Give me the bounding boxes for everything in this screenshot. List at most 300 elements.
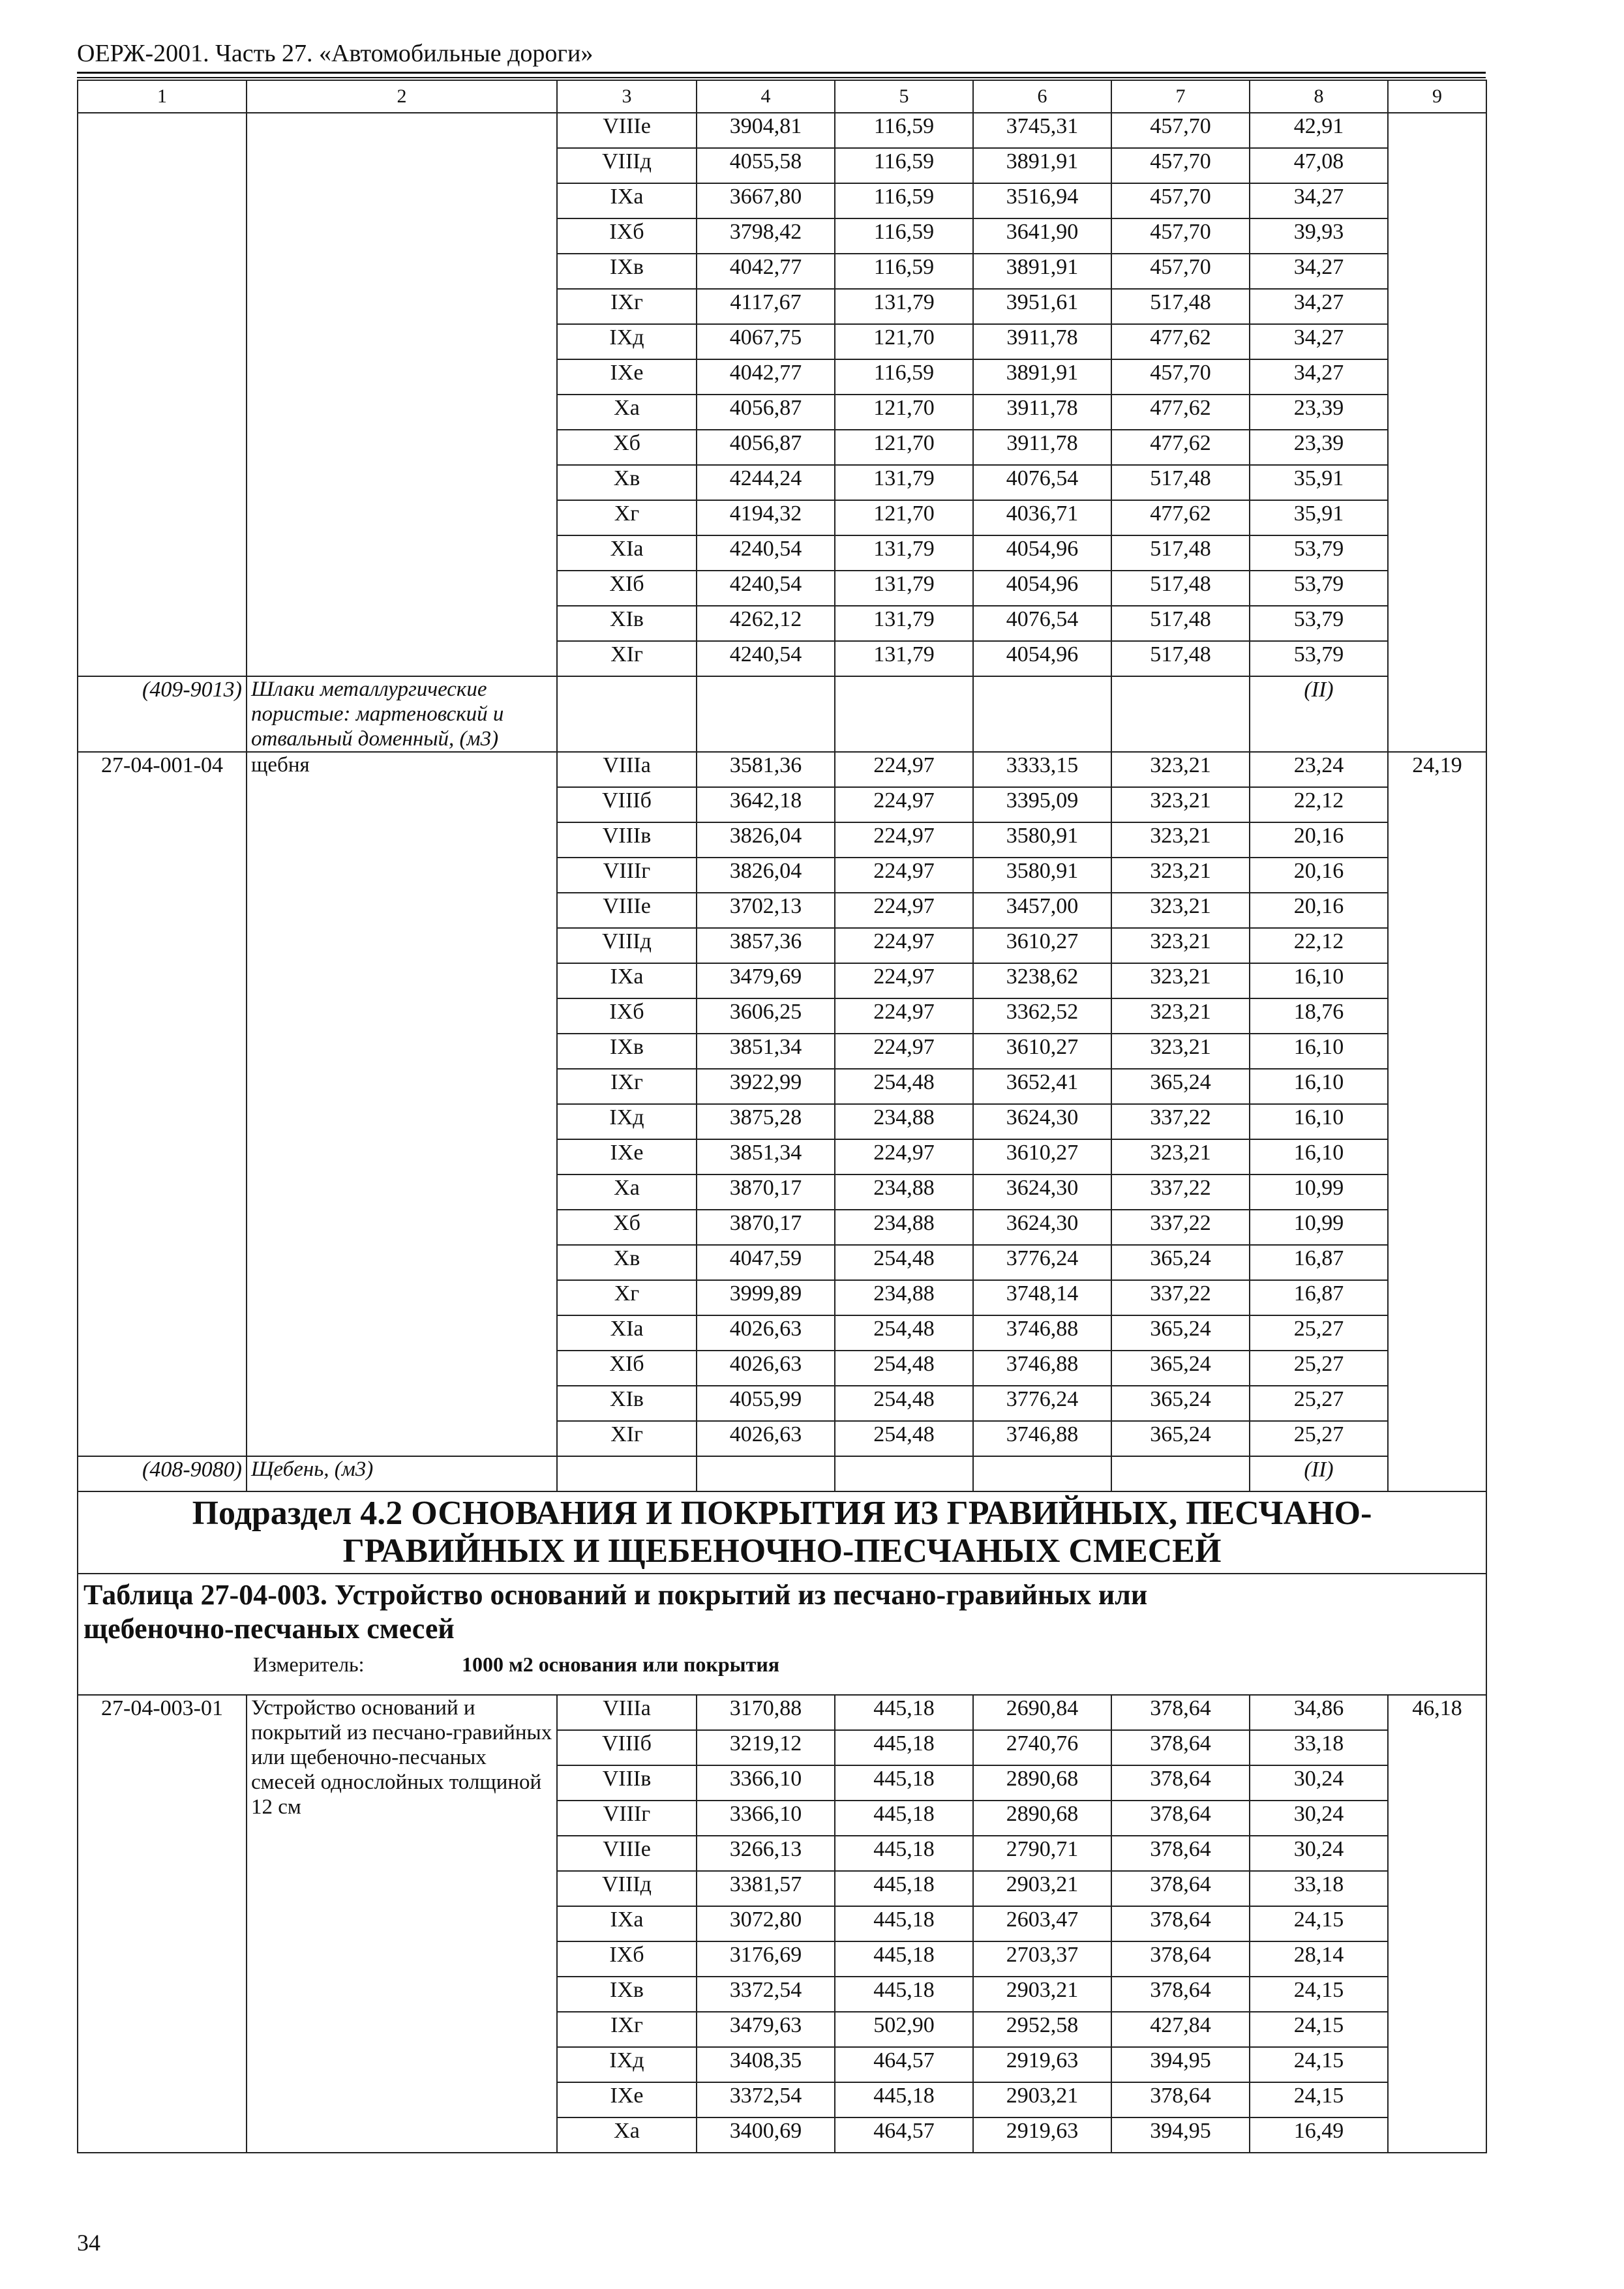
- value-cell: 53,79: [1250, 571, 1388, 606]
- table-title: [78, 1574, 1486, 1695]
- zone-code: VIIIв: [557, 1765, 697, 1801]
- table-body: [78, 80, 1486, 2153]
- value-cell: 3400,69: [697, 2117, 835, 2153]
- header-rule: [77, 72, 1486, 74]
- value-cell: 4036,71: [973, 500, 1111, 535]
- value-cell: 20,16: [1250, 893, 1388, 928]
- zone-code: XIб: [557, 571, 697, 606]
- value-cell: 3748,14: [973, 1280, 1111, 1315]
- value-cell: 224,97: [835, 1139, 973, 1174]
- zone-code: VIIIд: [557, 148, 697, 183]
- value-cell: 323,21: [1111, 752, 1250, 787]
- column-number-row: [78, 80, 1486, 113]
- value-cell: 34,27: [1250, 324, 1388, 359]
- subsection-row: [78, 1491, 1486, 1574]
- value-cell: 22,12: [1250, 928, 1388, 963]
- zone-code: IXв: [557, 1977, 697, 2012]
- value-cell: 4076,54: [973, 465, 1111, 500]
- value-cell: 121,70: [835, 324, 973, 359]
- value-cell: 4244,24: [697, 465, 835, 500]
- zone-code: IXг: [557, 1069, 697, 1104]
- resource-name: Шлаки металлургические пористые: мартеновский и отвальный доменный, (м3): [247, 676, 557, 752]
- zone-code: Xа: [557, 395, 697, 430]
- value-cell: 502,90: [835, 2012, 973, 2047]
- value-cell: 3746,88: [973, 1421, 1111, 1456]
- value-cell: 254,48: [835, 1315, 973, 1351]
- measure-line: [83, 1653, 1481, 1676]
- value-cell: 323,21: [1111, 893, 1250, 928]
- labor-cost: 46,18: [1388, 1695, 1486, 2153]
- value-cell: 445,18: [835, 1765, 973, 1801]
- value-cell: 131,79: [835, 571, 973, 606]
- value-cell: 234,88: [835, 1104, 973, 1139]
- value-cell: 323,21: [1111, 963, 1250, 998]
- value-cell: 3219,12: [697, 1730, 835, 1765]
- zone-code: VIIIе: [557, 113, 697, 148]
- zone-code: VIIIб: [557, 787, 697, 822]
- value-cell: 4055,99: [697, 1386, 835, 1421]
- value-cell: 323,21: [1111, 1034, 1250, 1069]
- value-cell: 224,97: [835, 752, 973, 787]
- value-cell: 3072,80: [697, 1906, 835, 1941]
- value-cell: 4240,54: [697, 535, 835, 571]
- value-cell: 457,70: [1111, 148, 1250, 183]
- empty-cell: [697, 1456, 835, 1491]
- value-cell: 457,70: [1111, 254, 1250, 289]
- value-cell: 254,48: [835, 1245, 973, 1280]
- subsection-title-line: ГРАВИЙНЫХ И ЩЕБЕНОЧНО-ПЕСЧАНЫХ СМЕСЕЙ: [342, 1533, 1222, 1570]
- zone-code: XIа: [557, 535, 697, 571]
- value-cell: 3642,18: [697, 787, 835, 822]
- value-cell: 457,70: [1111, 113, 1250, 148]
- value-cell: 4194,32: [697, 500, 835, 535]
- value-cell: 457,70: [1111, 218, 1250, 254]
- value-cell: 42,91: [1250, 113, 1388, 148]
- value-cell: 2740,76: [973, 1730, 1111, 1765]
- value-cell: 2890,68: [973, 1801, 1111, 1836]
- value-cell: 3667,80: [697, 183, 835, 218]
- zone-code: Xб: [557, 1210, 697, 1245]
- column-number: 3: [557, 80, 697, 113]
- value-cell: 378,64: [1111, 1977, 1250, 2012]
- zone-code: IXе: [557, 2082, 697, 2117]
- column-number: 6: [973, 80, 1111, 113]
- value-cell: 445,18: [835, 1730, 973, 1765]
- value-cell: 18,76: [1250, 998, 1388, 1034]
- work-name: щебня: [247, 752, 557, 1456]
- value-cell: 234,88: [835, 1174, 973, 1210]
- value-cell: 323,21: [1111, 858, 1250, 893]
- value-cell: 337,22: [1111, 1104, 1250, 1139]
- value-cell: 131,79: [835, 641, 973, 676]
- value-cell: 4047,59: [697, 1245, 835, 1280]
- value-cell: 254,48: [835, 1386, 973, 1421]
- value-cell: 445,18: [835, 1695, 973, 1730]
- value-cell: 3826,04: [697, 858, 835, 893]
- value-cell: 4076,54: [973, 606, 1111, 641]
- zone-code: XIв: [557, 1386, 697, 1421]
- value-cell: 3624,30: [973, 1174, 1111, 1210]
- empty-cell: [1111, 1456, 1250, 1491]
- value-cell: 3408,35: [697, 2047, 835, 2082]
- column-number: 8: [1250, 80, 1388, 113]
- zone-code: VIIIб: [557, 1730, 697, 1765]
- value-cell: 33,18: [1250, 1871, 1388, 1906]
- zone-code: VIIIг: [557, 1801, 697, 1836]
- value-cell: 365,24: [1111, 1069, 1250, 1104]
- value-cell: 445,18: [835, 1801, 973, 1836]
- value-cell: 23,39: [1250, 430, 1388, 465]
- value-cell: 517,48: [1111, 289, 1250, 324]
- header-rule: [77, 77, 1486, 78]
- resource-row: [78, 676, 1486, 752]
- value-cell: 378,64: [1111, 1941, 1250, 1977]
- value-cell: 3826,04: [697, 822, 835, 858]
- value-cell: 365,24: [1111, 1245, 1250, 1280]
- value-cell: 378,64: [1111, 1765, 1250, 1801]
- value-cell: 254,48: [835, 1421, 973, 1456]
- column-number: 5: [835, 80, 973, 113]
- value-cell: 254,48: [835, 1069, 973, 1104]
- value-cell: 3372,54: [697, 1977, 835, 2012]
- value-cell: 4056,87: [697, 430, 835, 465]
- zone-code: Xа: [557, 1174, 697, 1210]
- zone-code: XIг: [557, 1421, 697, 1456]
- zone-code: IXб: [557, 998, 697, 1034]
- value-cell: 4117,67: [697, 289, 835, 324]
- value-cell: 4026,63: [697, 1315, 835, 1351]
- value-cell: 234,88: [835, 1210, 973, 1245]
- value-cell: 3745,31: [973, 113, 1111, 148]
- column-number: 2: [247, 80, 557, 113]
- page-number: 34: [77, 2230, 100, 2256]
- value-cell: 30,24: [1250, 1801, 1388, 1836]
- zone-code: Xг: [557, 500, 697, 535]
- value-cell: 3610,27: [973, 1139, 1111, 1174]
- value-cell: 378,64: [1111, 1730, 1250, 1765]
- value-cell: 477,62: [1111, 324, 1250, 359]
- value-cell: 23,39: [1250, 395, 1388, 430]
- value-cell: 3624,30: [973, 1210, 1111, 1245]
- value-cell: 477,62: [1111, 500, 1250, 535]
- value-cell: 34,27: [1250, 289, 1388, 324]
- table-row: [78, 113, 1486, 148]
- value-cell: 445,18: [835, 1941, 973, 1977]
- value-cell: 131,79: [835, 465, 973, 500]
- value-cell: 378,64: [1111, 1871, 1250, 1906]
- value-cell: 16,10: [1250, 1034, 1388, 1069]
- document-header: ОЕРЖ-2001. Часть 27. «Автомобильные дороги»: [77, 40, 594, 67]
- zone-code: Xг: [557, 1280, 697, 1315]
- resource-code: (409-9013): [78, 676, 247, 752]
- value-cell: 3875,28: [697, 1104, 835, 1139]
- zone-code: IXа: [557, 183, 697, 218]
- value-cell: 445,18: [835, 2082, 973, 2117]
- value-cell: 28,14: [1250, 1941, 1388, 1977]
- value-cell: 24,15: [1250, 1906, 1388, 1941]
- column-number: 9: [1388, 80, 1486, 113]
- value-cell: 3891,91: [973, 254, 1111, 289]
- value-cell: 116,59: [835, 113, 973, 148]
- value-cell: 517,48: [1111, 535, 1250, 571]
- value-cell: 4026,63: [697, 1421, 835, 1456]
- zone-code: IXд: [557, 1104, 697, 1139]
- value-cell: 3581,36: [697, 752, 835, 787]
- value-cell: 337,22: [1111, 1210, 1250, 1245]
- value-cell: 4262,12: [697, 606, 835, 641]
- value-cell: 378,64: [1111, 1801, 1250, 1836]
- value-cell: 3851,34: [697, 1139, 835, 1174]
- rate-code: 27-04-003-01: [78, 1695, 247, 2153]
- value-cell: 121,70: [835, 395, 973, 430]
- zone-code: VIIIд: [557, 928, 697, 963]
- value-cell: 3641,90: [973, 218, 1111, 254]
- empty-cell: [1111, 676, 1250, 752]
- empty-cell: [557, 1456, 697, 1491]
- value-cell: 323,21: [1111, 822, 1250, 858]
- value-cell: 3911,78: [973, 395, 1111, 430]
- value-cell: 30,24: [1250, 1765, 1388, 1801]
- value-cell: 2952,58: [973, 2012, 1111, 2047]
- value-cell: 4042,77: [697, 254, 835, 289]
- zone-code: VIIIе: [557, 1836, 697, 1871]
- value-cell: 445,18: [835, 1871, 973, 1906]
- work-name: Устройство оснований и покрытий из песчано-гравийных или щебеночно-песчаных смесей однослойных толщиной 12 см: [247, 1695, 557, 2153]
- zone-code: VIIIа: [557, 1695, 697, 1730]
- value-cell: 477,62: [1111, 430, 1250, 465]
- resource-row: [78, 1456, 1486, 1491]
- value-cell: 323,21: [1111, 928, 1250, 963]
- value-cell: 3870,17: [697, 1174, 835, 1210]
- value-cell: 23,24: [1250, 752, 1388, 787]
- value-cell: 3746,88: [973, 1315, 1111, 1351]
- value-cell: 4054,96: [973, 571, 1111, 606]
- subsection-title: [78, 1491, 1486, 1574]
- value-cell: 53,79: [1250, 606, 1388, 641]
- value-cell: 234,88: [835, 1280, 973, 1315]
- value-cell: 2903,21: [973, 2082, 1111, 2117]
- value-cell: 3776,24: [973, 1386, 1111, 1421]
- value-cell: 224,97: [835, 998, 973, 1034]
- table-row: [78, 1695, 1486, 1730]
- value-cell: 2690,84: [973, 1695, 1111, 1730]
- value-cell: 22,12: [1250, 787, 1388, 822]
- value-cell: 116,59: [835, 254, 973, 289]
- zone-code: VIIIг: [557, 858, 697, 893]
- value-cell: 445,18: [835, 1977, 973, 2012]
- value-cell: 3395,09: [973, 787, 1111, 822]
- value-cell: 24,15: [1250, 2012, 1388, 2047]
- value-cell: 3891,91: [973, 359, 1111, 395]
- value-cell: 224,97: [835, 928, 973, 963]
- value-cell: 34,86: [1250, 1695, 1388, 1730]
- value-cell: 131,79: [835, 606, 973, 641]
- zone-code: XIа: [557, 1315, 697, 1351]
- value-cell: 464,57: [835, 2047, 973, 2082]
- value-cell: 427,84: [1111, 2012, 1250, 2047]
- value-cell: 34,27: [1250, 183, 1388, 218]
- zone-code: Xа: [557, 2117, 697, 2153]
- value-cell: 3652,41: [973, 1069, 1111, 1104]
- zone-code: IXв: [557, 254, 697, 289]
- value-cell: 3911,78: [973, 430, 1111, 465]
- value-cell: 365,24: [1111, 1315, 1250, 1351]
- value-cell: 365,24: [1111, 1421, 1250, 1456]
- value-cell: 378,64: [1111, 2082, 1250, 2117]
- zone-code: IXб: [557, 1941, 697, 1977]
- value-cell: 224,97: [835, 893, 973, 928]
- value-cell: 121,70: [835, 500, 973, 535]
- zone-code: XIв: [557, 606, 697, 641]
- zone-code: Xв: [557, 465, 697, 500]
- value-cell: 2919,63: [973, 2117, 1111, 2153]
- measure-label: Измеритель:: [253, 1653, 365, 1676]
- value-cell: 34,27: [1250, 359, 1388, 395]
- value-cell: 2890,68: [973, 1765, 1111, 1801]
- value-cell: 224,97: [835, 822, 973, 858]
- value-cell: 254,48: [835, 1351, 973, 1386]
- value-cell: 3624,30: [973, 1104, 1111, 1139]
- value-cell: 116,59: [835, 183, 973, 218]
- value-cell: 24,15: [1250, 1977, 1388, 2012]
- value-cell: 25,27: [1250, 1386, 1388, 1421]
- value-cell: 365,24: [1111, 1351, 1250, 1386]
- value-cell: 3702,13: [697, 893, 835, 928]
- value-cell: 2903,21: [973, 1977, 1111, 2012]
- measure-value: 1000 м2 основания или покрытия: [462, 1653, 780, 1676]
- value-cell: 20,16: [1250, 822, 1388, 858]
- empty-cell: [973, 1456, 1111, 1491]
- value-cell: 224,97: [835, 963, 973, 998]
- labor-cost: 24,19: [1388, 752, 1486, 1491]
- value-cell: 25,27: [1250, 1351, 1388, 1386]
- value-cell: 131,79: [835, 535, 973, 571]
- value-cell: 2790,71: [973, 1836, 1111, 1871]
- value-cell: 116,59: [835, 359, 973, 395]
- value-cell: 3372,54: [697, 2082, 835, 2117]
- value-cell: 2703,37: [973, 1941, 1111, 1977]
- value-cell: 20,16: [1250, 858, 1388, 893]
- value-cell: 3580,91: [973, 822, 1111, 858]
- value-cell: 323,21: [1111, 1139, 1250, 1174]
- value-cell: 16,10: [1250, 1104, 1388, 1139]
- empty-cell: [973, 676, 1111, 752]
- empty-cell: [697, 676, 835, 752]
- value-cell: 445,18: [835, 1906, 973, 1941]
- value-cell: 4240,54: [697, 641, 835, 676]
- value-cell: 16,10: [1250, 1069, 1388, 1104]
- value-cell: 323,21: [1111, 998, 1250, 1034]
- value-cell: 3851,34: [697, 1034, 835, 1069]
- value-cell: 4067,75: [697, 324, 835, 359]
- zone-code: IXд: [557, 324, 697, 359]
- resource-class: (II): [1250, 676, 1388, 752]
- value-cell: 3870,17: [697, 1210, 835, 1245]
- value-cell: 4026,63: [697, 1351, 835, 1386]
- value-cell: 224,97: [835, 858, 973, 893]
- value-cell: 4054,96: [973, 535, 1111, 571]
- column-number: 4: [697, 80, 835, 113]
- value-cell: 35,91: [1250, 500, 1388, 535]
- value-cell: 3176,69: [697, 1941, 835, 1977]
- rate-code: [78, 113, 247, 676]
- zone-code: IXа: [557, 1906, 697, 1941]
- value-cell: 445,18: [835, 1836, 973, 1871]
- value-cell: 121,70: [835, 430, 973, 465]
- value-cell: 3362,52: [973, 998, 1111, 1034]
- subsection-title-line: Подраздел 4.2 ОСНОВАНИЯ И ПОКРЫТИЯ ИЗ ГРАВИЙНЫХ, ПЕСЧАНО-: [192, 1495, 1372, 1532]
- zone-code: Xб: [557, 430, 697, 465]
- value-cell: 3479,69: [697, 963, 835, 998]
- value-cell: 25,27: [1250, 1421, 1388, 1456]
- value-cell: 3904,81: [697, 113, 835, 148]
- value-cell: 2603,47: [973, 1906, 1111, 1941]
- table-title-row: [78, 1574, 1486, 1695]
- empty-cell: [835, 1456, 973, 1491]
- value-cell: 3798,42: [697, 218, 835, 254]
- value-cell: 16,87: [1250, 1245, 1388, 1280]
- resource-name: Щебень, (м3): [247, 1456, 557, 1491]
- value-cell: 3266,13: [697, 1836, 835, 1871]
- value-cell: 3333,15: [973, 752, 1111, 787]
- value-cell: 464,57: [835, 2117, 973, 2153]
- column-number: 7: [1111, 80, 1250, 113]
- zone-code: IXд: [557, 2047, 697, 2082]
- empty-cell: [557, 676, 697, 752]
- value-cell: 337,22: [1111, 1174, 1250, 1210]
- value-cell: 477,62: [1111, 395, 1250, 430]
- value-cell: 394,95: [1111, 2117, 1250, 2153]
- value-cell: 30,24: [1250, 1836, 1388, 1871]
- rates-table: [77, 80, 1487, 2153]
- value-cell: 3366,10: [697, 1801, 835, 1836]
- value-cell: 224,97: [835, 1034, 973, 1069]
- value-cell: 35,91: [1250, 465, 1388, 500]
- value-cell: 3610,27: [973, 1034, 1111, 1069]
- work-name: [247, 113, 557, 676]
- zone-code: IXе: [557, 359, 697, 395]
- table-title-line: щебеночно-песчаных смесей: [83, 1613, 455, 1645]
- table-title-line: Таблица 27-04-003. Устройство оснований и покрытий из песчано-гравийных или: [83, 1579, 1148, 1611]
- value-cell: 4055,58: [697, 148, 835, 183]
- zone-code: IXа: [557, 963, 697, 998]
- value-cell: 34,27: [1250, 254, 1388, 289]
- column-number: 1: [78, 80, 247, 113]
- value-cell: 3951,61: [973, 289, 1111, 324]
- value-cell: 337,22: [1111, 1280, 1250, 1315]
- value-cell: 3746,88: [973, 1351, 1111, 1386]
- value-cell: 3238,62: [973, 963, 1111, 998]
- zone-code: IXв: [557, 1034, 697, 1069]
- value-cell: 24,15: [1250, 2047, 1388, 2082]
- value-cell: 517,48: [1111, 465, 1250, 500]
- zone-code: VIIIд: [557, 1871, 697, 1906]
- zone-code: IXе: [557, 1139, 697, 1174]
- value-cell: 16,87: [1250, 1280, 1388, 1315]
- zone-code: VIIIв: [557, 822, 697, 858]
- value-cell: 10,99: [1250, 1210, 1388, 1245]
- value-cell: 3891,91: [973, 148, 1111, 183]
- value-cell: 394,95: [1111, 2047, 1250, 2082]
- value-cell: 3479,63: [697, 2012, 835, 2047]
- value-cell: 10,99: [1250, 1174, 1388, 1210]
- value-cell: 33,18: [1250, 1730, 1388, 1765]
- value-cell: 3610,27: [973, 928, 1111, 963]
- value-cell: 3776,24: [973, 1245, 1111, 1280]
- value-cell: 3857,36: [697, 928, 835, 963]
- value-cell: 457,70: [1111, 183, 1250, 218]
- value-cell: 378,64: [1111, 1906, 1250, 1941]
